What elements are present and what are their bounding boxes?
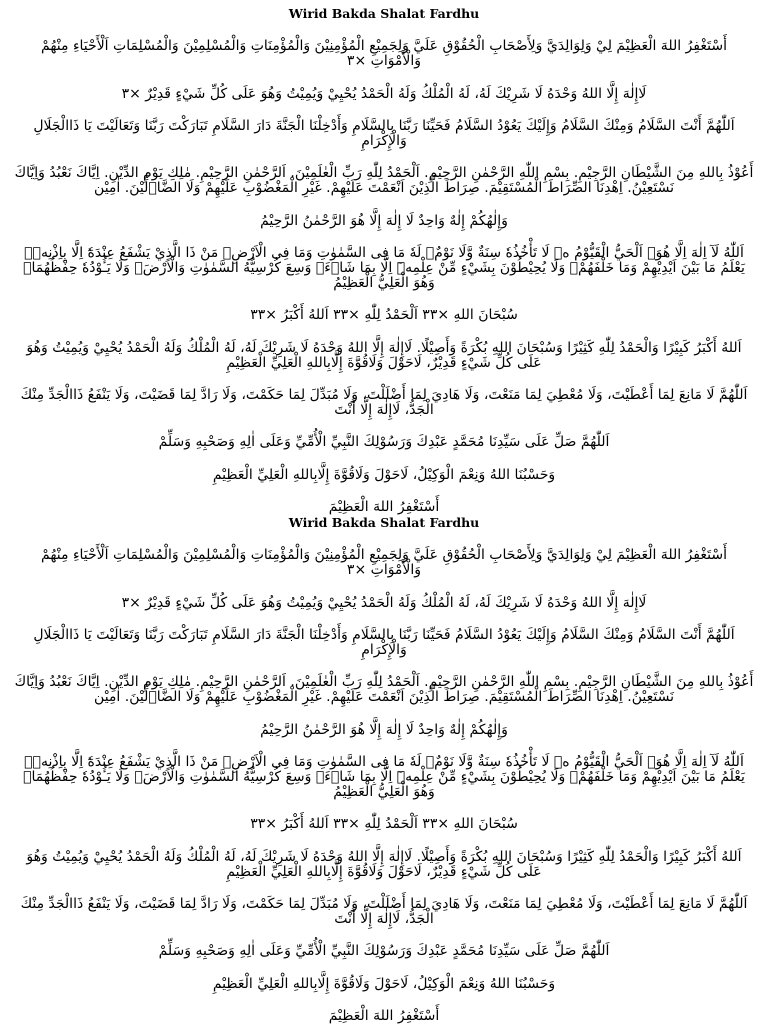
istighfar-opening: أَسْتَغْفِرُ اللهَ الْعَظِيْمَ لِيْ وَلِوَالِدَيَّ وَلِأَصْحَابِ الْحُقُوْقِ عَلَيَّ وَلِجَمِيْعِ الْمُؤْمِنِيْنَ وَالْمُؤْمِنَاتِ وَالْمُسْلِمِيْنَ وَالْمُسْلِمَاتِ اَلْأَحْيَاءِ مِنْهُمْ وَالْأَمْوَاتِ ×٣ — [41, 38, 727, 70]
ayat-kursi: اَللّٰهُ لَآ اِلٰهَ اِلَّا هُوَۚ اَلْحَيُّ الْقَيُّوْمُ ەۚ لَا تَأْخُذُهٗ سِنَةٌ وَّلَا نَوْمٌۗ لَهٗ مَا فِى السَّمٰوٰتِ وَمَا فِى الْاَرْضِۗ مَنْ ذَا الَّذِيْ يَشْفَعُ عِنْدَهٗٓ اِلَّا بِاِذْنِهٖۗ يَعْلَمُ مَا بَيْنَ اَيْدِيْهِمْ وَمَا خَلْفَهُمْۚ وَلَا يُحِيْطُوْنَ بِشَيْءٍ مِّنْ عِلْمِهٖٓ اِلَّا بِمَا شَاۤءَۚ وَسِعَ كُرْسِيُّهُ السَّمٰوٰتِ وَالْاَرْضَۚ وَلَا يَـُٔوْدُهٗ حِفْظُهُمَاۚ وَهُوَ الْعَلِيُّ الْعَظِيْمُ — [23, 753, 745, 800]
al-fatihah: أَعُوْذُ بِاللهِ مِنَ الشَّيْطَانِ الرَّجِيْمِ. بِسْمِ اللّٰهِ الرَّحْمٰنِ الرَّحِيْمِ. اَلْحَمْدُ لِلّٰهِ رَبِّ الْعٰلَمِيْنَ. اَلرَّحْمٰنِ الرَّحِيْمِ. مٰلِكِ يَوْمِ الدِّيْنِ. اِيَّاكَ نَعْبُدُ وَاِيَّاكَ نَسْتَعِيْنُ. اِهْدِنَا الصِّرَاطَ الْمُسْتَقِيْمَ. صِرَاطَ الَّذِيْنَ اَنْعَمْتَ عَلَيْهِمْ. غَيْرِ الْمَغْضُوْبِ عَلَيْهِمْ وَلَا الضَّاۤلِّيْنَ. اٰمِيْن — [14, 674, 754, 706]
wirid-copy-2 — [14, 515, 754, 1024]
document-title: Wirid Bakda Shalat Fardhu — [288, 6, 480, 21]
tahlil: لَاإِلٰهَ إِلَّا اللهُ وَحْدَهُ لَا شَرِيْكَ لَهُ، لَهُ الْمُلْكُ وَلَهُ الْحَمْدُ يُحْيِيْ وَيُمِيْتُ وَهُوَ عَلَى كُلِّ شَيْءٍ قَدِيْرٌ ×٣ — [121, 85, 647, 102]
wa-ilahukum: وَإِلٰهُكُمْ إِلٰهٌ وَاحِدٌ لَا إِلٰهَ إِلَّا هُوَ الرَّحْمٰنُ الرَّحِيْمُ — [260, 721, 508, 738]
document-title: Wirid Bakda Shalat Fardhu — [288, 515, 480, 530]
ayat-kursi: اَللّٰهُ لَآ اِلٰهَ اِلَّا هُوَۚ اَلْحَيُّ الْقَيُّوْمُ ەۚ لَا تَأْخُذُهٗ سِنَةٌ وَّلَا نَوْمٌۗ لَهٗ مَا فِى السَّمٰوٰتِ وَمَا فِى الْاَرْضِۗ مَنْ ذَا الَّذِيْ يَشْفَعُ عِنْدَهٗٓ اِلَّا بِاِذْنِهٖۗ يَعْلَمُ مَا بَيْنَ اَيْدِيْهِمْ وَمَا خَلْفَهُمْۚ وَلَا يُحِيْطُوْنَ بِشَيْءٍ مِّنْ عِلْمِهٖٓ اِلَّا بِمَا شَاۤءَۚ وَسِعَ كُرْسِيُّهُ السَّمٰوٰتِ وَالْاَرْضَۚ وَلَا يَـُٔوْدُهٗ حِفْظُهُمَاۚ وَهُوَ الْعَلِيُّ الْعَظِيْمُ — [23, 244, 745, 291]
doa-la-mani: اَللّٰهُمَّ لَا مَانِعَ لِمَا أَعْطَيْتَ، وَلَا مُعْطِيَ لِمَا مَنَعْتَ، وَلَا هَادِيَ لِمَا أَضْلَلْتَ، وَلَا مُبَدِّلَ لِمَا حَكَمْتَ، وَلَا رَادَّ لِمَا قَضَيْتَ، وَلَا يَنْفَعُ ذَاالْجَدِّ مِنْكَ الْجَدُّ، لَاإِلٰهَ إِلَّا أَنْتَ — [20, 895, 748, 927]
hasbunallah: وَحَسْبُنَا اللهُ وَنِعْمَ الْوَكِيْلُ، لَاحَوْلَ وَلَاقُوَّةَ إِلَّابِاللهِ الْعَلِيِّ الْعَظِيْمِ — [212, 975, 556, 992]
shalawat: اَللّٰهُمَّ صَلِّ عَلَى سَيِّدِنَا مُحَمَّدٍ عَبْدِكَ وَرَسُوْلِكَ النَّبِيِّ الْأُمِّيِّ وَعَلَى اٰلِهِ وَصَحْبِهِ وَسَلِّمْ — [158, 434, 610, 451]
istighfar-closing: أَسْتَغْفِرُ اللهَ الْعَظِيْمَ — [328, 498, 440, 515]
takbir-tahlil: اَللهُ أَكْبَرُ كَبِيْرًا وَالْحَمْدُ لِلّٰهِ كَثِيْرًا وَسُبْحَانَ اللهِ بُكْرَةً وَأَصِيْلًا. لَاإِلٰهَ إِلَّا اللهُ وَحْدَهُ لَا شَرِيْكَ لَهُ، لَهُ الْمُلْكُ وَلَهُ الْحَمْدُ يُحْيِيْ وَيُمِيْتُ وَهُوَ عَلَى كُلِّ شَيْءٍ قَدِيْرٌ، لَاحَوْلَ وَلَاقُوَّةَ إِلَّابِاللهِ الْعَلِيِّ الْعَظِيْمِ — [26, 339, 742, 371]
tasbih-tahmid-takbir: سُبْحَانَ اللهِ ×٣٣ اَلْحَمْدُ لِلّٰهِ ×٣٣ اَللهُ أَكْبَرُ ×٣٣ — [250, 816, 518, 833]
hasbunallah: وَحَسْبُنَا اللهُ وَنِعْمَ الْوَكِيْلُ، لَاحَوْلَ وَلَاقُوَّةَ إِلَّابِاللهِ الْعَلِيِّ الْعَظِيْمِ — [212, 466, 556, 483]
istighfar-opening: أَسْتَغْفِرُ اللهَ الْعَظِيْمَ لِيْ وَلِوَالِدَيَّ وَلِأَصْحَابِ الْحُقُوْقِ عَلَيَّ وَلِجَمِيْعِ الْمُؤْمِنِيْنَ وَالْمُؤْمِنَاتِ وَالْمُسْلِمِيْنَ وَالْمُسْلِمَاتِ اَلْأَحْيَاءِ مِنْهُمْ وَالْأَمْوَاتِ ×٣ — [41, 547, 727, 579]
tahlil: لَاإِلٰهَ إِلَّا اللهُ وَحْدَهُ لَا شَرِيْكَ لَهُ، لَهُ الْمُلْكُ وَلَهُ الْحَمْدُ يُحْيِيْ وَيُمِيْتُ وَهُوَ عَلَى كُلِّ شَيْءٍ قَدِيْرٌ ×٣ — [121, 594, 647, 611]
takbir-tahlil: اَللهُ أَكْبَرُ كَبِيْرًا وَالْحَمْدُ لِلّٰهِ كَثِيْرًا وَسُبْحَانَ اللهِ بُكْرَةً وَأَصِيْلًا. لَاإِلٰهَ إِلَّا اللهُ وَحْدَهُ لَا شَرِيْكَ لَهُ، لَهُ الْمُلْكُ وَلَهُ الْحَمْدُ يُحْيِيْ وَيُمِيْتُ وَهُوَ عَلَى كُلِّ شَيْءٍ قَدِيْرٌ، لَاحَوْلَ وَلَاقُوَّةَ إِلَّابِاللهِ الْعَلِيِّ الْعَظِيْمِ — [26, 848, 742, 880]
al-fatihah: أَعُوْذُ بِاللهِ مِنَ الشَّيْطَانِ الرَّجِيْمِ. بِسْمِ اللّٰهِ الرَّحْمٰنِ الرَّحِيْمِ. اَلْحَمْدُ لِلّٰهِ رَبِّ الْعٰلَمِيْنَ. اَلرَّحْمٰنِ الرَّحِيْمِ. مٰلِكِ يَوْمِ الدِّيْنِ. اِيَّاكَ نَعْبُدُ وَاِيَّاكَ نَسْتَعِيْنُ. اِهْدِنَا الصِّرَاطَ الْمُسْتَقِيْمَ. صِرَاطَ الَّذِيْنَ اَنْعَمْتَ عَلَيْهِمْ. غَيْرِ الْمَغْضُوْبِ عَلَيْهِمْ وَلَا الضَّاۤلِّيْنَ. اٰمِيْن — [14, 165, 754, 197]
istighfar-closing: أَسْتَغْفِرُ اللهَ الْعَظِيْمَ — [328, 1007, 440, 1024]
tasbih-tahmid-takbir: سُبْحَانَ اللهِ ×٣٣ اَلْحَمْدُ لِلّٰهِ ×٣٣ اَللهُ أَكْبَرُ ×٣٣ — [250, 307, 518, 324]
wa-ilahukum: وَإِلٰهُكُمْ إِلٰهٌ وَاحِدٌ لَا إِلٰهَ إِلَّا هُوَ الرَّحْمٰنُ الرَّحِيْمُ — [260, 212, 508, 229]
doa-assalam: اَللّٰهُمَّ أَنْتَ السَّلَامُ وَمِنْكَ السَّلَامُ وَإِلَيْكَ يَعُوْدُ السَّلَامُ فَحَيِّنَا رَبَّنَا بِالسَّلَامِ وَأَدْخِلْنَا الْجَنَّةَ دَارَ السَّلَامِ تَبَارَكْتَ رَبَّنَا وَتَعَالَيْتَ يَا ذَاالْجَلَالِ وَالْإِكْرَامِ — [33, 117, 735, 149]
doa-assalam: اَللّٰهُمَّ أَنْتَ السَّلَامُ وَمِنْكَ السَّلَامُ وَإِلَيْكَ يَعُوْدُ السَّلَامُ فَحَيِّنَا رَبَّنَا بِالسَّلَامِ وَأَدْخِلْنَا الْجَنَّةَ دَارَ السَّلَامِ تَبَارَكْتَ رَبَّنَا وَتَعَالَيْتَ يَا ذَاالْجَلَالِ وَالْإِكْرَامِ — [33, 626, 735, 658]
shalawat: اَللّٰهُمَّ صَلِّ عَلَى سَيِّدِنَا مُحَمَّدٍ عَبْدِكَ وَرَسُوْلِكَ النَّبِيِّ الْأُمِّيِّ وَعَلَى اٰلِهِ وَصَحْبِهِ وَسَلِّمْ — [158, 943, 610, 960]
wirid-copy-1 — [14, 6, 754, 515]
doa-la-mani: اَللّٰهُمَّ لَا مَانِعَ لِمَا أَعْطَيْتَ، وَلَا مُعْطِيَ لِمَا مَنَعْتَ، وَلَا هَادِيَ لِمَا أَضْلَلْتَ، وَلَا مُبَدِّلَ لِمَا حَكَمْتَ، وَلَا رَادَّ لِمَا قَضَيْتَ، وَلَا يَنْفَعُ ذَاالْجَدِّ مِنْكَ الْجَدُّ، لَاإِلٰهَ إِلَّا أَنْتَ — [20, 386, 748, 418]
